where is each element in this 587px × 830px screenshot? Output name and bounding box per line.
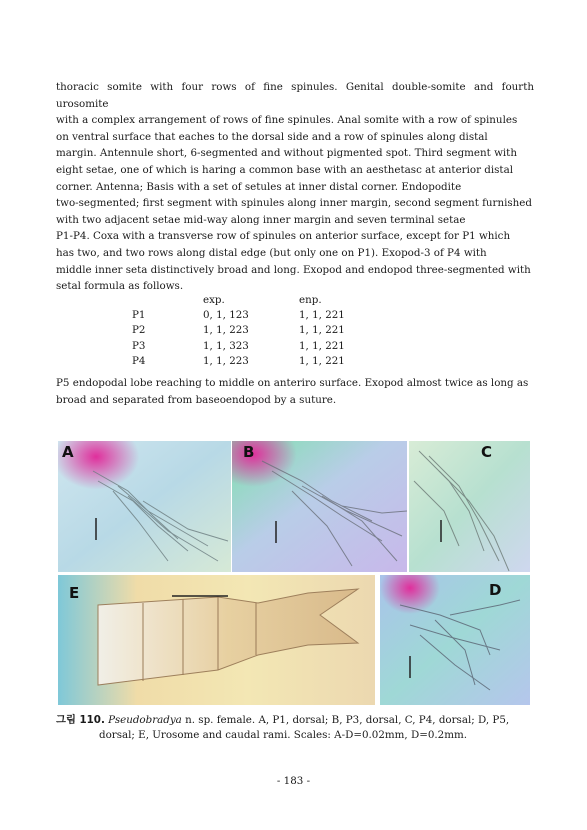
caption-genus: Pseudobradya: [108, 714, 182, 726]
micrograph-p3: [232, 441, 407, 572]
leg-name: P4: [132, 354, 146, 367]
body-line: has two, and two rows along distal edge (but only one on P1). Exopod-3 of P4 with: [56, 246, 487, 259]
setal-row: [56, 339, 456, 354]
page-number: - 183 -: [276, 775, 311, 787]
setal-row: [56, 323, 456, 338]
body-line: broad and separated from baseoendopod by a suture.: [56, 393, 337, 406]
panel-label-d: D: [489, 581, 502, 599]
figure-panel-c: [409, 441, 530, 572]
setal-formula-table: [56, 293, 456, 369]
body-line: eight setae, one of which is haring a common base with an aesthetasc at anterior distal: [56, 163, 514, 176]
body-line: corner. Antenna; Basis with a set of setules at inner distal corner. Endopodite: [56, 180, 462, 193]
body-line: on ventral surface that eaches to the dorsal side and a row of spinules along distal: [56, 130, 488, 143]
body-line: thoracic somite with four rows of fine spinules. Genital double-somite and fourth urosomite: [56, 81, 534, 110]
figure-panel-a: [58, 441, 231, 572]
exp-header: exp.: [203, 294, 225, 306]
body-line: P1-P4. Coxa with a transverse row of spinules on anterior surface, except for P1 which: [56, 230, 511, 243]
micrograph-p5: [380, 575, 530, 705]
body-line: with two adjacent setae mid-way along inner margin and seven terminal setae: [56, 213, 466, 226]
micrograph-urosome: [58, 575, 375, 705]
body-line: setal formula as follows.: [56, 280, 184, 293]
body-line: P5 endopodal lobe reaching to middle on anteriro surface. Exopod almost twice as long as: [56, 377, 529, 389]
enp-value: 1, 1, 221: [299, 339, 345, 352]
body-line: two-segmented; first segment with spinules along inner margin, second segment furnished: [56, 197, 532, 210]
figure-panel-d: [380, 575, 530, 705]
enp-value: 1, 1, 221: [299, 354, 345, 367]
panel-label-c: C: [481, 443, 493, 461]
exp-value: 1, 1, 223: [203, 324, 249, 337]
exp-value: 1, 1, 323: [203, 339, 249, 352]
body-line: middle inner seta distinctively broad and long. Exopod and endopod three-segmented with: [56, 263, 531, 276]
caption-label: 그림 110.: [56, 714, 105, 726]
setal-header-row: [56, 293, 456, 308]
enp-header: enp.: [299, 294, 322, 306]
micrograph-p4: [409, 441, 530, 572]
figure-panel-b: [232, 441, 407, 572]
enp-value: 1, 1, 221: [299, 309, 345, 322]
panel-label-b: B: [243, 443, 255, 461]
caption-line2: dorsal; E, Urosome and caudal rami. Scales: A-D=0.02mm, D=0.2mm.: [99, 728, 468, 741]
figure-panel-e: [58, 575, 375, 705]
leg-name: P3: [132, 339, 146, 352]
body-line: margin. Antennule short, 6-segmented and without pigmented spot. Third segment with: [56, 147, 517, 160]
panel-label-e: E: [69, 584, 80, 602]
body-paragraph: [56, 79, 534, 295]
enp-value: 1, 1, 221: [299, 324, 345, 337]
caption-line1: n. sp. female. A, P1, dorsal; B, P3, dorsal, C, P4, dorsal; D, P5,: [181, 714, 510, 726]
figure-caption: [56, 713, 534, 742]
exp-value: 0, 1, 123: [203, 309, 249, 322]
panel-label-a: A: [62, 443, 74, 461]
body-line: with a complex arrangement of rows of fine spinules. Anal somite with a row of spinules: [56, 114, 518, 127]
leg-name: P2: [132, 324, 146, 337]
p5-paragraph: [56, 375, 534, 408]
setal-row: [56, 354, 456, 369]
setal-row: [56, 308, 456, 323]
exp-value: 1, 1, 223: [203, 354, 249, 367]
leg-name: P1: [132, 309, 146, 322]
micrograph-p1: [58, 441, 231, 572]
